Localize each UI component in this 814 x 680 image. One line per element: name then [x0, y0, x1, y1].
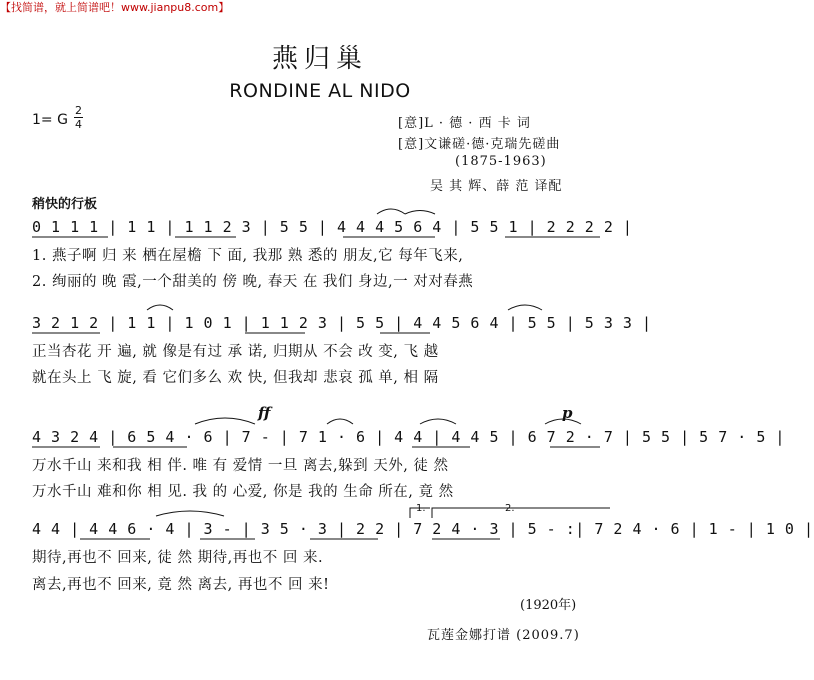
time-signature-top: 2	[75, 104, 82, 117]
lyrics-verse1-line-3: 万水千山 来和我 相 伴. 唯 有 爱情 一旦 离去,躲到 天外, 徒 然	[32, 458, 449, 474]
key-signature: 1= G	[32, 112, 68, 128]
notation-line-1: 0 1 1 1 | 1 1 | 1 1 2 3 | 5 5 | 4 4 4 5 6 4 | 5 5 1 | 2 2 2 2 |	[32, 218, 633, 236]
translator-credit: 吴 其 辉、薛 范 译配	[430, 179, 563, 194]
notation-line-4: 4 4 | 4 4 6 · 4 | 3 - | 3 5 · 3 | 2 2 | 7 2 4 · 3 | 5 - :| 7 2 4 · 6 | 1 - | 1 0 |	[32, 520, 814, 538]
lyrics-verse1-line-1: 1. 燕子啊 归 来 栖在屋檐 下 面, 我那 熟 悉的 朋友,它 每年飞来,	[32, 248, 464, 264]
slur	[377, 209, 405, 214]
composer-years: (1875-1963)	[455, 154, 547, 169]
time-signature-bottom: 4	[75, 118, 82, 131]
second-ending-label: 2.	[505, 503, 515, 514]
song-title-italian: RONDINE AL NIDO	[229, 80, 411, 102]
first-ending-label: 1.	[416, 503, 426, 514]
second-ending-bracket	[432, 508, 610, 518]
lyrics-verse2-line-4: 离去,再也不 回来, 竟 然 离去, 再也不 回 来!	[32, 577, 330, 593]
song-title-chinese: 燕归巢	[271, 44, 368, 74]
header-link[interactable]: 【找简谱，就上简谱吧！www.jianpu8.com】	[0, 1, 230, 14]
slur	[195, 418, 255, 424]
lyrics-verse1-line-2: 正当杏花 开 遍, 就 像是有过 承 诺, 归期从 不会 改 变, 飞 越	[32, 344, 439, 360]
slur	[327, 419, 353, 424]
slur	[156, 511, 224, 516]
lyrics-verse1-line-4: 期待,再也不 回来, 徒 然 期待,再也不 回 来.	[32, 550, 324, 566]
lyrics-verse2-line-3: 万水千山 难和你 相 见. 我 的 心爱, 你是 我的 生命 所在, 竟 然	[32, 484, 454, 500]
transcriber-credit: 瓦莲金娜打谱 (2009.7)	[427, 628, 580, 643]
slur	[420, 419, 456, 424]
notation-line-2: 3 2 1 2 | 1 1 | 1 0 1 | 1 1 2 3 | 5 5 | 4 4 5 6 4 | 5 5 | 5 3 3 |	[32, 314, 652, 332]
dynamic-fortissimo: ff	[258, 404, 271, 422]
first-ending-bracket	[410, 508, 430, 518]
tempo-marking: 稍快的行板	[32, 197, 98, 212]
slur	[545, 419, 581, 424]
slur	[508, 305, 542, 310]
composer-credit: [意]文谦磋·德·克瑞先磋曲	[398, 137, 561, 152]
notation-line-3: 4 3 2 4 | 6 5 4 · 6 | 7 - | 7 1 · 6 | 4 4 | 4 4 5 | 6 7 2 · 7 | 5 5 | 5 7 · 5 |	[32, 428, 785, 446]
slur	[147, 305, 173, 310]
lyrics-verse2-line-2: 就在头上 飞 旋, 看 它们多么 欢 快, 但我却 悲哀 孤 单, 相 隔	[32, 370, 439, 386]
slur	[405, 211, 435, 215]
lyrics-verse2-line-1: 2. 绚丽的 晚 霞,一个甜美的 傍 晚, 春天 在 我们 身边,一 对对春燕	[32, 274, 474, 290]
lyricist-credit: [意]L · 德 · 西 卡 词	[398, 116, 531, 131]
dynamic-piano: p	[562, 404, 573, 422]
composition-year: (1920年)	[520, 598, 577, 613]
